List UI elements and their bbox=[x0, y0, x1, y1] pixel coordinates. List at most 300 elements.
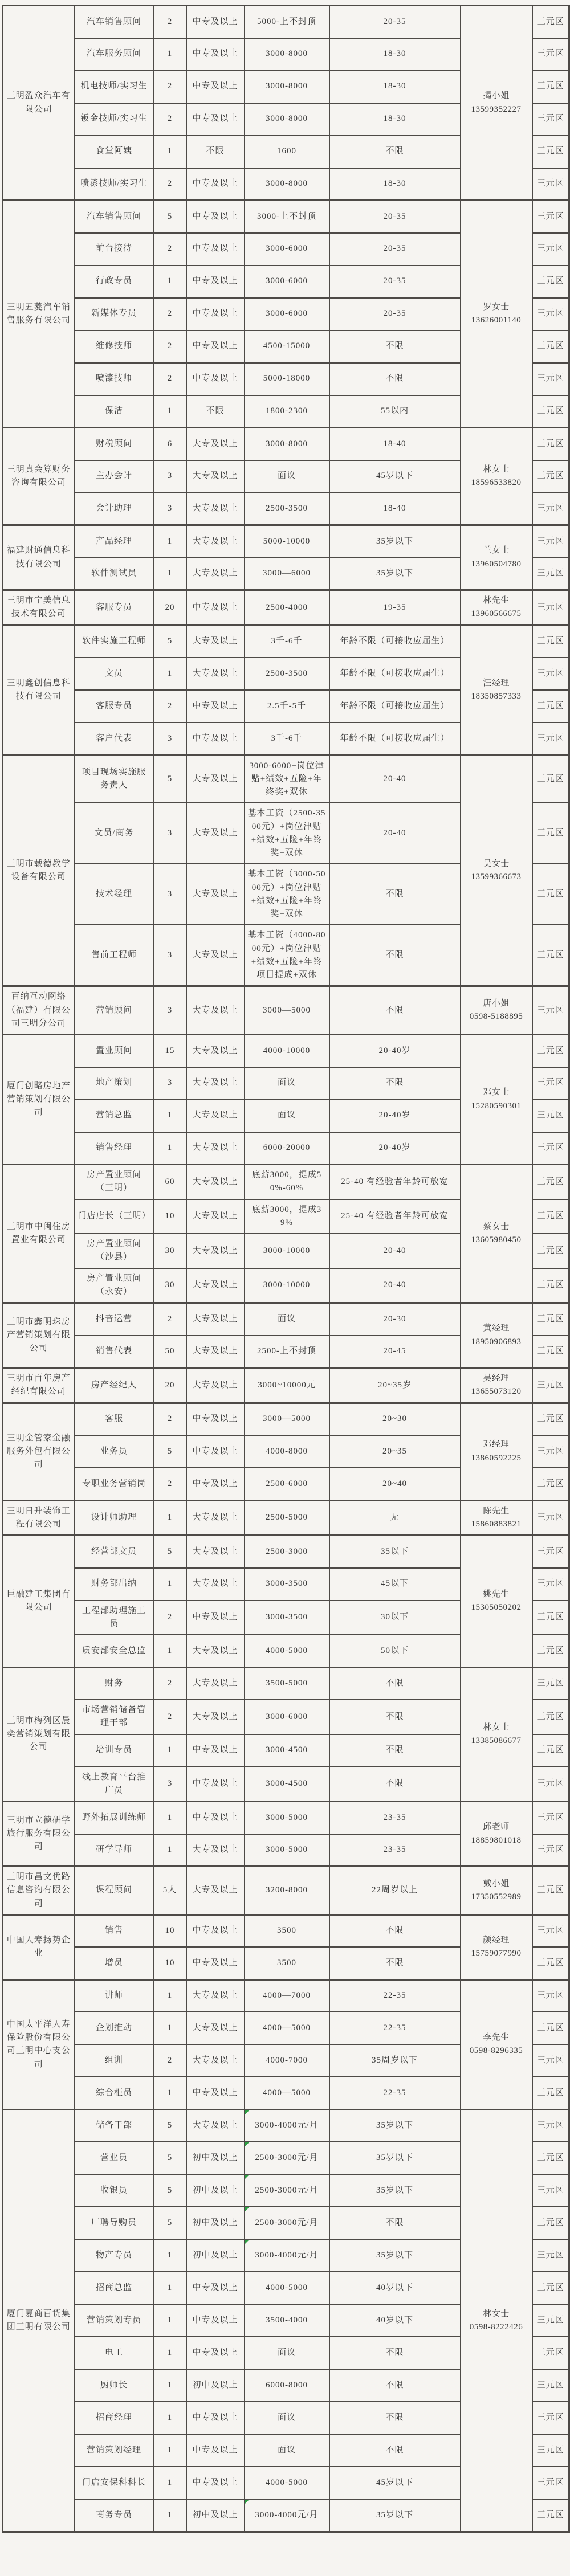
position-cell bbox=[75, 590, 154, 626]
education-cell bbox=[186, 1979, 245, 2012]
education-cell bbox=[186, 38, 245, 71]
district-cell bbox=[532, 1914, 569, 1947]
district-cell bbox=[532, 1601, 569, 1635]
company-cell-text: 百纳互动网络（福建）有限公司三明分公司 bbox=[6, 992, 71, 1028]
education-cell-text: 中专及以上 bbox=[192, 1926, 238, 1936]
headcount-cell-text: 1 bbox=[167, 1579, 173, 1589]
district-cell bbox=[532, 2142, 569, 2174]
company-cell-text: 三明五菱汽车销售服务有限公司 bbox=[6, 302, 71, 325]
age-cell-text: 年龄不限（可接收应届生） bbox=[340, 701, 450, 711]
salary-cell bbox=[245, 1767, 329, 1802]
education-cell bbox=[186, 1234, 245, 1268]
age-cell bbox=[329, 658, 461, 690]
position-cell-text: 商务专员 bbox=[95, 2510, 132, 2520]
headcount-cell-text: 2 bbox=[167, 1712, 173, 1721]
education-cell-text: 初中及以上 bbox=[192, 2510, 238, 2520]
age-cell bbox=[329, 233, 461, 266]
salary-cell-text: 3000-8000 bbox=[266, 114, 308, 124]
district-cell-text: 三元区 bbox=[536, 668, 564, 678]
position-cell bbox=[75, 2109, 154, 2142]
headcount-cell bbox=[154, 1767, 186, 1802]
education-cell-text: 中专及以上 bbox=[192, 1958, 238, 1967]
district-cell bbox=[532, 1500, 569, 1536]
contact-cell bbox=[461, 1536, 532, 1668]
age-cell-text: 20~40 bbox=[382, 1479, 408, 1488]
headcount-cell-text: 10 bbox=[165, 1926, 175, 1936]
contact-name: 揭小姐 bbox=[483, 91, 510, 101]
position-cell-text: 客服专员 bbox=[95, 602, 132, 612]
salary-cell-text: 3千-6千 bbox=[271, 733, 303, 743]
age-cell bbox=[329, 690, 461, 722]
age-cell bbox=[329, 2369, 461, 2402]
position-cell bbox=[75, 2012, 154, 2044]
salary-cell-text: 5000-10000 bbox=[263, 536, 311, 546]
district-cell bbox=[532, 1368, 569, 1403]
company-cell-text: 三明市宁美信息技术有限公司 bbox=[6, 596, 71, 619]
district-cell-text: 三元区 bbox=[536, 1078, 564, 1088]
position-cell-text: 喷漆技师/实习生 bbox=[80, 179, 148, 189]
position-cell bbox=[75, 2402, 154, 2434]
job-row bbox=[3, 1500, 569, 1536]
salary-cell bbox=[245, 71, 329, 103]
age-cell bbox=[329, 722, 461, 755]
headcount-cell-text: 5 bbox=[167, 1546, 173, 1556]
headcount-cell-text: 10 bbox=[165, 1958, 175, 1967]
district-cell-text: 三元区 bbox=[536, 1479, 564, 1488]
position-cell bbox=[75, 1802, 154, 1834]
education-cell-text: 中专及以上 bbox=[192, 2446, 238, 2455]
district-cell bbox=[532, 2077, 569, 2109]
salary-cell bbox=[245, 1468, 329, 1500]
position-cell bbox=[75, 38, 154, 71]
position-cell bbox=[75, 1303, 154, 1336]
district-cell-text: 三元区 bbox=[536, 602, 564, 612]
age-cell-text: 50以下 bbox=[380, 1646, 409, 1655]
education-cell bbox=[186, 395, 245, 428]
headcount-cell-text: 1 bbox=[167, 146, 173, 156]
education-cell bbox=[186, 625, 245, 658]
education-cell-text: 中专及以上 bbox=[192, 2413, 238, 2423]
contact-cell bbox=[461, 1403, 532, 1500]
district-cell bbox=[532, 722, 569, 755]
district-cell-text: 三元区 bbox=[536, 1513, 564, 1522]
salary-cell bbox=[245, 1303, 329, 1336]
job-row bbox=[3, 1403, 569, 1435]
position-cell bbox=[75, 1568, 154, 1601]
age-cell bbox=[329, 2434, 461, 2467]
position-cell bbox=[75, 1403, 154, 1435]
position-cell-text: 研学导师 bbox=[95, 1845, 132, 1855]
green-corner-mark bbox=[245, 2175, 249, 2179]
education-cell bbox=[186, 1601, 245, 1635]
district-cell bbox=[532, 266, 569, 298]
age-cell bbox=[329, 2467, 461, 2499]
position-cell bbox=[75, 925, 154, 986]
age-cell-text: 20-40 bbox=[383, 1280, 406, 1290]
position-cell-text: 组训 bbox=[104, 2056, 123, 2065]
contact-name: 吴经理 bbox=[483, 1374, 510, 1383]
education-cell-text: 大专及以上 bbox=[192, 1177, 238, 1186]
education-cell bbox=[186, 233, 245, 266]
salary-cell bbox=[245, 330, 329, 363]
position-cell bbox=[75, 1767, 154, 1802]
salary-cell bbox=[245, 6, 329, 38]
age-cell-text: 不限 bbox=[385, 1779, 404, 1789]
salary-cell bbox=[245, 1834, 329, 1867]
headcount-cell bbox=[154, 395, 186, 428]
position-cell-text: 房产置业顾问（沙县） bbox=[86, 1239, 141, 1262]
contact-phone: 13626001140 bbox=[471, 316, 522, 325]
district-cell bbox=[532, 330, 569, 363]
salary-cell bbox=[245, 1368, 329, 1403]
age-cell-text: 年龄不限（可接收应届生） bbox=[340, 733, 450, 743]
green-corner-mark bbox=[245, 2110, 249, 2114]
position-cell bbox=[75, 330, 154, 363]
education-cell-text: 大专及以上 bbox=[192, 2056, 238, 2065]
job-row bbox=[3, 201, 569, 233]
headcount-cell bbox=[154, 925, 186, 986]
headcount-cell bbox=[154, 864, 186, 925]
age-cell bbox=[329, 1336, 461, 1368]
headcount-cell-text: 2 bbox=[167, 114, 173, 124]
position-cell bbox=[75, 2207, 154, 2239]
district-cell bbox=[532, 71, 569, 103]
salary-cell bbox=[245, 2467, 329, 2499]
salary-cell bbox=[245, 2369, 329, 2402]
salary-cell bbox=[245, 925, 329, 986]
company-cell bbox=[3, 1802, 75, 1867]
salary-cell bbox=[245, 690, 329, 722]
company-cell bbox=[3, 755, 75, 986]
salary-cell-text: 4000-8000 bbox=[266, 1446, 308, 1456]
education-cell bbox=[186, 755, 245, 803]
headcount-cell bbox=[154, 1635, 186, 1667]
education-cell-text: 大专及以上 bbox=[192, 1246, 238, 1255]
position-cell bbox=[75, 2499, 154, 2532]
contact-name: 邓女士 bbox=[483, 1088, 510, 1097]
headcount-cell bbox=[154, 755, 186, 803]
position-cell bbox=[75, 1035, 154, 1067]
company-cell-text: 三明日升装饰工程有限公司 bbox=[6, 1506, 71, 1529]
salary-cell bbox=[245, 1234, 329, 1268]
headcount-cell bbox=[154, 71, 186, 103]
age-cell bbox=[329, 71, 461, 103]
headcount-cell-text: 2 bbox=[167, 1314, 173, 1324]
district-cell-text: 三元区 bbox=[536, 211, 564, 221]
salary-cell-text: 2500-3000 bbox=[266, 1546, 308, 1556]
age-cell bbox=[329, 136, 461, 168]
district-cell-text: 三元区 bbox=[536, 114, 564, 124]
salary-cell-text: 3000-6000 bbox=[266, 276, 308, 286]
position-cell-text: 主办会计 bbox=[95, 471, 132, 481]
age-cell-text: 20~30 bbox=[382, 1414, 408, 1424]
salary-cell bbox=[245, 1914, 329, 1947]
position-cell-text: 营销总监 bbox=[95, 1111, 132, 1120]
headcount-cell bbox=[154, 1536, 186, 1568]
headcount-cell bbox=[154, 2337, 186, 2369]
headcount-cell bbox=[154, 590, 186, 626]
company-cell bbox=[3, 1867, 75, 1915]
education-cell-text: 中专及以上 bbox=[192, 1779, 238, 1789]
age-cell-text: 不限 bbox=[385, 1005, 404, 1015]
age-cell-text: 不限 bbox=[385, 2348, 404, 2358]
district-cell-text: 三元区 bbox=[536, 1579, 564, 1589]
company-cell bbox=[3, 1165, 75, 1303]
district-cell-text: 三元区 bbox=[536, 276, 564, 286]
salary-cell bbox=[245, 1067, 329, 1100]
salary-cell-text: 3000-3500 bbox=[266, 1579, 308, 1589]
headcount-cell bbox=[154, 722, 186, 755]
headcount-cell-text: 3 bbox=[167, 504, 173, 513]
headcount-cell-text: 3 bbox=[167, 1078, 173, 1088]
district-cell-text: 三元区 bbox=[536, 2251, 564, 2260]
salary-cell bbox=[245, 363, 329, 395]
position-cell-text: 地产策划 bbox=[95, 1078, 132, 1088]
age-cell-text: 18-30 bbox=[383, 49, 406, 59]
contact-name: 林女士 bbox=[483, 2309, 510, 2318]
headcount-cell bbox=[154, 1914, 186, 1947]
education-cell bbox=[186, 590, 245, 626]
district-cell bbox=[532, 1767, 569, 1802]
salary-cell bbox=[245, 558, 329, 590]
position-cell bbox=[75, 690, 154, 722]
salary-cell bbox=[245, 1100, 329, 1132]
district-cell-text: 三元区 bbox=[536, 2283, 564, 2293]
headcount-cell bbox=[154, 1132, 186, 1165]
salary-cell bbox=[245, 1568, 329, 1601]
headcount-cell-text: 1 bbox=[167, 406, 173, 416]
headcount-cell-text: 2 bbox=[167, 244, 173, 254]
headcount-cell bbox=[154, 1336, 186, 1368]
salary-cell-text: 3000-5000 bbox=[266, 1812, 308, 1822]
district-cell bbox=[532, 1468, 569, 1500]
contact-name: 姚先生 bbox=[483, 1590, 510, 1599]
education-cell bbox=[186, 2012, 245, 2044]
education-cell bbox=[186, 1667, 245, 1700]
education-cell bbox=[186, 136, 245, 168]
contact-cell bbox=[461, 525, 532, 590]
district-cell bbox=[532, 986, 569, 1035]
district-cell bbox=[532, 690, 569, 722]
salary-cell-text: 3000-10000 bbox=[263, 1246, 311, 1255]
education-cell bbox=[186, 1199, 245, 1234]
education-cell bbox=[186, 266, 245, 298]
age-cell-text: 22周岁以上 bbox=[371, 1885, 418, 1895]
headcount-cell bbox=[154, 803, 186, 864]
age-cell-text: 不限 bbox=[385, 950, 404, 960]
age-cell-text: 不限 bbox=[385, 2446, 404, 2455]
salary-cell bbox=[245, 2272, 329, 2304]
headcount-cell-text: 1 bbox=[167, 1646, 173, 1655]
contact-phone: 15759077990 bbox=[471, 1949, 522, 1958]
age-cell-text: 不限 bbox=[385, 146, 404, 156]
headcount-cell-text: 1 bbox=[167, 276, 173, 286]
job-row bbox=[3, 1035, 569, 1067]
education-cell-text: 大专及以上 bbox=[192, 1646, 238, 1655]
salary-cell-text: 3千-6千 bbox=[271, 636, 303, 646]
district-cell-text: 三元区 bbox=[536, 2446, 564, 2455]
job-row bbox=[3, 1368, 569, 1403]
age-cell-text: 20-40 bbox=[383, 1246, 406, 1255]
age-cell bbox=[329, 1234, 461, 1268]
district-cell-text: 三元区 bbox=[536, 1246, 564, 1255]
district-cell-text: 三元区 bbox=[536, 1958, 564, 1967]
age-cell-text: 23-35 bbox=[383, 1812, 406, 1822]
salary-cell-text: 面议 bbox=[277, 1314, 296, 1324]
position-cell-text: 抖音运营 bbox=[95, 1314, 132, 1324]
company-cell bbox=[3, 1368, 75, 1403]
district-cell bbox=[532, 803, 569, 864]
education-cell bbox=[186, 2239, 245, 2272]
age-cell bbox=[329, 1132, 461, 1165]
district-cell bbox=[532, 201, 569, 233]
position-cell-text: 售前工程师 bbox=[91, 950, 137, 960]
contact-cell bbox=[461, 1867, 532, 1915]
education-cell-text: 大专及以上 bbox=[192, 1712, 238, 1721]
age-cell-text: 20~35 bbox=[382, 1446, 408, 1456]
age-cell bbox=[329, 1914, 461, 1947]
education-cell bbox=[186, 1435, 245, 1468]
education-cell-text: 大专及以上 bbox=[192, 2023, 238, 2033]
district-cell-text: 三元区 bbox=[536, 1779, 564, 1789]
salary-cell-text: 6000-20000 bbox=[263, 1143, 311, 1153]
education-cell bbox=[186, 986, 245, 1035]
position-cell bbox=[75, 2369, 154, 2402]
contact-cell bbox=[461, 201, 532, 428]
district-cell bbox=[532, 460, 569, 493]
position-cell-text: 房产置业顾问（永安） bbox=[86, 1273, 141, 1296]
age-cell-text: 20-35 bbox=[383, 309, 406, 319]
district-cell-text: 三元区 bbox=[536, 536, 564, 546]
headcount-cell-text: 1 bbox=[167, 569, 173, 578]
age-cell bbox=[329, 2239, 461, 2272]
salary-cell-text: 3000-6000 bbox=[266, 244, 308, 254]
salary-cell-text: 3000-4000元/月 bbox=[255, 2251, 319, 2260]
district-cell-text: 三元区 bbox=[536, 569, 564, 578]
district-cell-text: 三元区 bbox=[536, 1885, 564, 1895]
salary-cell-text: 3500 bbox=[277, 1926, 296, 1936]
job-row bbox=[3, 1802, 569, 1834]
position-cell-text: 新媒体专员 bbox=[91, 309, 137, 319]
job-row bbox=[3, 986, 569, 1035]
age-cell-text: 18-40 bbox=[383, 439, 406, 448]
district-cell-text: 三元区 bbox=[536, 374, 564, 383]
age-cell-text: 20~35岁 bbox=[377, 1380, 412, 1390]
salary-cell bbox=[245, 2499, 329, 2532]
contact-phone: 0598-8296335 bbox=[469, 2046, 523, 2056]
age-cell bbox=[329, 625, 461, 658]
salary-cell-text: 5000-上不封顶 bbox=[257, 17, 316, 26]
headcount-cell-text: 50 bbox=[165, 1346, 175, 1356]
position-cell-text: 招商经理 bbox=[95, 2413, 132, 2423]
contact-name: 汪经理 bbox=[483, 678, 510, 688]
age-cell bbox=[329, 1165, 461, 1199]
salary-cell bbox=[245, 1336, 329, 1368]
position-cell bbox=[75, 803, 154, 864]
education-cell bbox=[186, 1734, 245, 1767]
position-cell bbox=[75, 2434, 154, 2467]
contact-cell bbox=[461, 625, 532, 755]
district-cell bbox=[532, 2109, 569, 2142]
district-cell-text: 三元区 bbox=[536, 2381, 564, 2390]
education-cell bbox=[186, 1500, 245, 1536]
salary-cell bbox=[245, 1667, 329, 1700]
education-cell-text: 初中及以上 bbox=[192, 2381, 238, 2390]
age-cell-text: 不限 bbox=[385, 1745, 404, 1755]
company-cell-text: 三明市中闽住房置业有限公司 bbox=[6, 1222, 71, 1244]
position-cell bbox=[75, 168, 154, 201]
education-cell bbox=[186, 201, 245, 233]
position-cell-text: 讲师 bbox=[104, 1991, 123, 2001]
district-cell-text: 三元区 bbox=[536, 1446, 564, 1456]
district-cell bbox=[532, 558, 569, 590]
education-cell bbox=[186, 1635, 245, 1667]
age-cell-text: 18-30 bbox=[383, 81, 406, 91]
district-cell-text: 三元区 bbox=[536, 828, 564, 838]
education-cell bbox=[186, 1368, 245, 1403]
age-cell-text: 18-30 bbox=[383, 114, 406, 124]
contact-phone: 15305050202 bbox=[471, 1603, 522, 1612]
district-cell bbox=[532, 1100, 569, 1132]
company-cell-text: 三明市鑫明珠房产营销策划有限公司 bbox=[6, 1317, 71, 1353]
job-row bbox=[3, 6, 569, 38]
position-cell bbox=[75, 2467, 154, 2499]
headcount-cell-text: 1 bbox=[167, 2251, 173, 2260]
headcount-cell bbox=[154, 201, 186, 233]
position-cell bbox=[75, 2304, 154, 2337]
salary-cell-text: 3000-5000 bbox=[266, 1845, 308, 1855]
education-cell-text: 大专及以上 bbox=[192, 439, 238, 448]
district-cell-text: 三元区 bbox=[536, 2478, 564, 2488]
position-cell bbox=[75, 2044, 154, 2077]
position-cell bbox=[75, 1914, 154, 1947]
salary-cell-text: 1600 bbox=[277, 146, 296, 156]
age-cell bbox=[329, 266, 461, 298]
headcount-cell bbox=[154, 2369, 186, 2402]
contact-name: 唐小姐 bbox=[483, 998, 510, 1008]
education-cell bbox=[186, 925, 245, 986]
education-cell-text: 大专及以上 bbox=[192, 1143, 238, 1153]
age-cell-text: 不限 bbox=[385, 1958, 404, 1967]
salary-cell-text: 面议 bbox=[277, 1078, 296, 1088]
district-cell bbox=[532, 428, 569, 460]
headcount-cell bbox=[154, 136, 186, 168]
education-cell-text: 大专及以上 bbox=[192, 828, 238, 838]
headcount-cell-text: 3 bbox=[167, 950, 173, 960]
headcount-cell-text: 10 bbox=[165, 1211, 175, 1221]
salary-cell bbox=[245, 1536, 329, 1568]
education-cell bbox=[186, 2337, 245, 2369]
education-cell bbox=[186, 1536, 245, 1568]
position-cell bbox=[75, 986, 154, 1035]
position-cell bbox=[75, 1435, 154, 1468]
education-cell-text: 大专及以上 bbox=[192, 1211, 238, 1221]
position-cell bbox=[75, 6, 154, 38]
contact-name: 林女士 bbox=[483, 464, 510, 474]
age-cell bbox=[329, 1199, 461, 1234]
salary-cell-text: 3000—6000 bbox=[263, 569, 311, 578]
headcount-cell bbox=[154, 1667, 186, 1700]
salary-cell bbox=[245, 1500, 329, 1536]
salary-cell-text: 4000—5000 bbox=[263, 2088, 311, 2097]
position-cell-text: 文员/商务 bbox=[94, 828, 134, 838]
education-cell-text: 大专及以上 bbox=[192, 1078, 238, 1088]
company-cell-text: 三明真会算财务咨询有限公司 bbox=[6, 464, 71, 487]
age-cell-text: 35岁以下 bbox=[376, 2186, 413, 2195]
salary-cell bbox=[245, 1268, 329, 1303]
age-cell-text: 20-45 bbox=[383, 1346, 406, 1356]
district-cell bbox=[532, 363, 569, 395]
